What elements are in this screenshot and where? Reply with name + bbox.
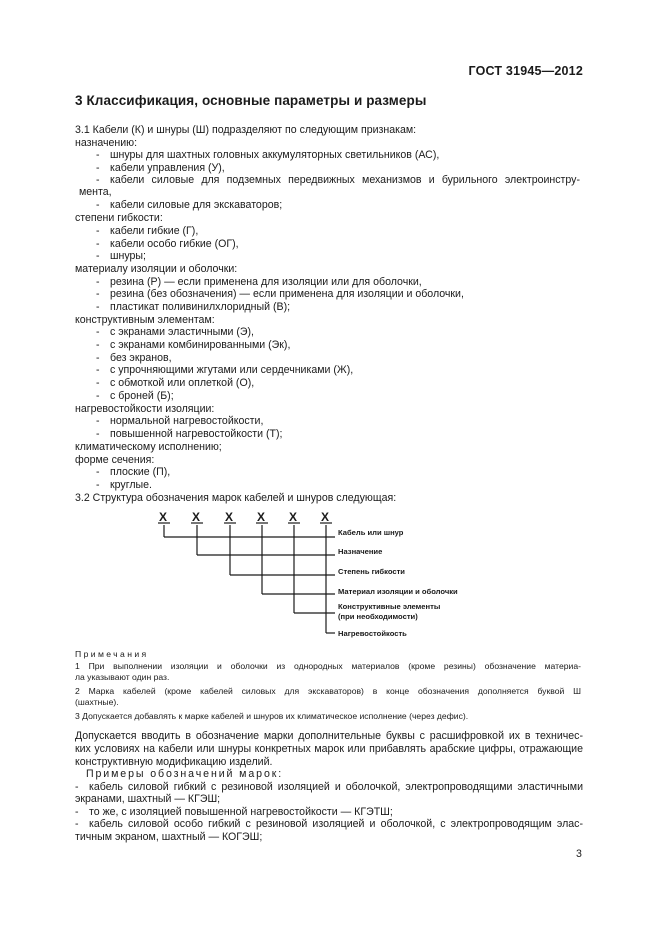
material-heading: материалу изоляции и оболочки: [75,263,238,275]
list-item: - повышенной нагревостойкости (Т); [96,428,283,440]
note-1-continuation: ла указывают один раз. [75,672,170,682]
note-1: 1 При выполнении изоляции и оболочки из однородных материалов (кроме резины) обозначение материа- [75,661,581,671]
list-item: - без экранов, [96,352,172,364]
list-item: - шнуры; [96,250,146,262]
flexibility-heading: степени гибкости: [75,212,163,224]
body-paragraph-line: ких условиях на кабели или шнуры конкретных марок или прибавлять арабские цифры, отражающие [75,743,583,755]
list-item: - с обмоткой или оплеткой (О), [96,377,255,389]
note-2-continuation: (шахтные). [75,697,119,707]
example-2: - то же, с изоляцией повышенной нагревостойкости — КГЭТШ; [75,806,393,818]
example-3-continuation: тичным экраном, шахтный — КОГЭШ; [75,831,263,843]
diagram-label-elements-note: (при необходимости) [338,612,418,621]
page-number: 3 [576,848,582,860]
list-item: - с экранами эластичными (Э), [96,326,255,338]
list-item-continuation: мента, [79,186,112,198]
heat-heading: нагревостойкости изоляции: [75,403,215,415]
list-item: - шнуры для шахтных головных аккумуляторных светильников (АС), [96,149,440,161]
p31-intro: 3.1 Кабели (К) и шнуры (Ш) подразделяют по следующим признакам: [75,124,417,136]
list-item: - кабели силовые для экскаваторов; [96,199,283,211]
designation-structure-diagram [150,505,490,645]
example-3: - кабель силовой особо гибкий с резиновой изоляцией и оболочкой, с электропроводящим элас- [75,818,583,830]
diagram-label-flexibility: Степень гибкости [338,567,405,576]
list-item: - круглые. [96,479,152,491]
list-item: - плоские (П), [96,466,171,478]
list-item: - с экранами комбинированными (Эк), [96,339,291,351]
list-item: - с упрочняющими жгутами или сердечниками (Ж), [96,364,354,376]
p32-intro: 3.2 Структура обозначения марок кабелей и шнуров следующая: [75,492,397,504]
diagram-label-purpose: Назначение [338,547,383,556]
list-item: - кабели управления (У), [96,162,225,174]
standard-code: ГОСТ 31945—2012 [468,64,583,78]
purpose-heading: назначению: [75,137,138,149]
note-3: 3 Допускается добавлять к марке кабелей и шнуров их климатическое исполнение (через дефис). [75,711,469,721]
placeholder-x: X [159,510,168,524]
diagram-label-cable: Кабель или шнур [338,528,404,537]
list-item: - нормальной нагревостойкости, [96,415,264,427]
diagram-label-elements: Конструктивные элементы [338,602,441,611]
examples-heading: Примеры обозначений марок: [86,768,284,780]
placeholder-x: X [289,510,298,524]
notes-heading: Примечания [75,649,149,659]
placeholder-x: X [225,510,234,524]
list-item: - кабели особо гибкие (ОГ), [96,238,239,250]
note-2: 2 Марка кабелей (кроме кабелей силовых для экскаваторов) в конце обозначения дополняется буквой Ш [75,686,581,696]
example-1-continuation: экранами, шахтный — КГЭШ; [75,793,221,805]
example-1: - кабель силовой гибкий с резиновой изоляцией и оболочкой, электропроводящими эластичными [75,781,583,793]
diagram-label-material: Материал изоляции и оболочки [338,587,458,596]
body-paragraph: Допускается вводить в обозначение марки дополнительные буквы с расшифровкой их в техничес- [75,730,583,742]
placeholder-x: X [192,510,201,524]
list-item: - кабели гибкие (Г), [96,225,199,237]
diagram-label-heat: Нагревостойкость [338,629,407,638]
shape-heading: форме сечения: [75,454,155,466]
body-paragraph-line: конструктивную модификацию изделий. [75,756,273,768]
list-item: - кабели силовые для подземных передвижных механизмов и бурильного электроинстру- [96,174,580,186]
placeholder-x: X [321,510,330,524]
list-item: - резина (Р) — если применена для изоляции или для оболочки, [96,276,422,288]
list-item: - с броней (Б); [96,390,174,402]
section-title: 3 Классификация, основные параметры и размеры [75,93,427,108]
climate-heading: климатическому исполнению; [75,441,222,453]
list-item: - резина (без обозначения) — если применена для изоляции и оболочки, [96,288,464,300]
list-item: - пластикат поливинилхлоридный (В); [96,301,291,313]
placeholder-x: X [257,510,266,524]
elements-heading: конструктивным элементам: [75,314,215,326]
